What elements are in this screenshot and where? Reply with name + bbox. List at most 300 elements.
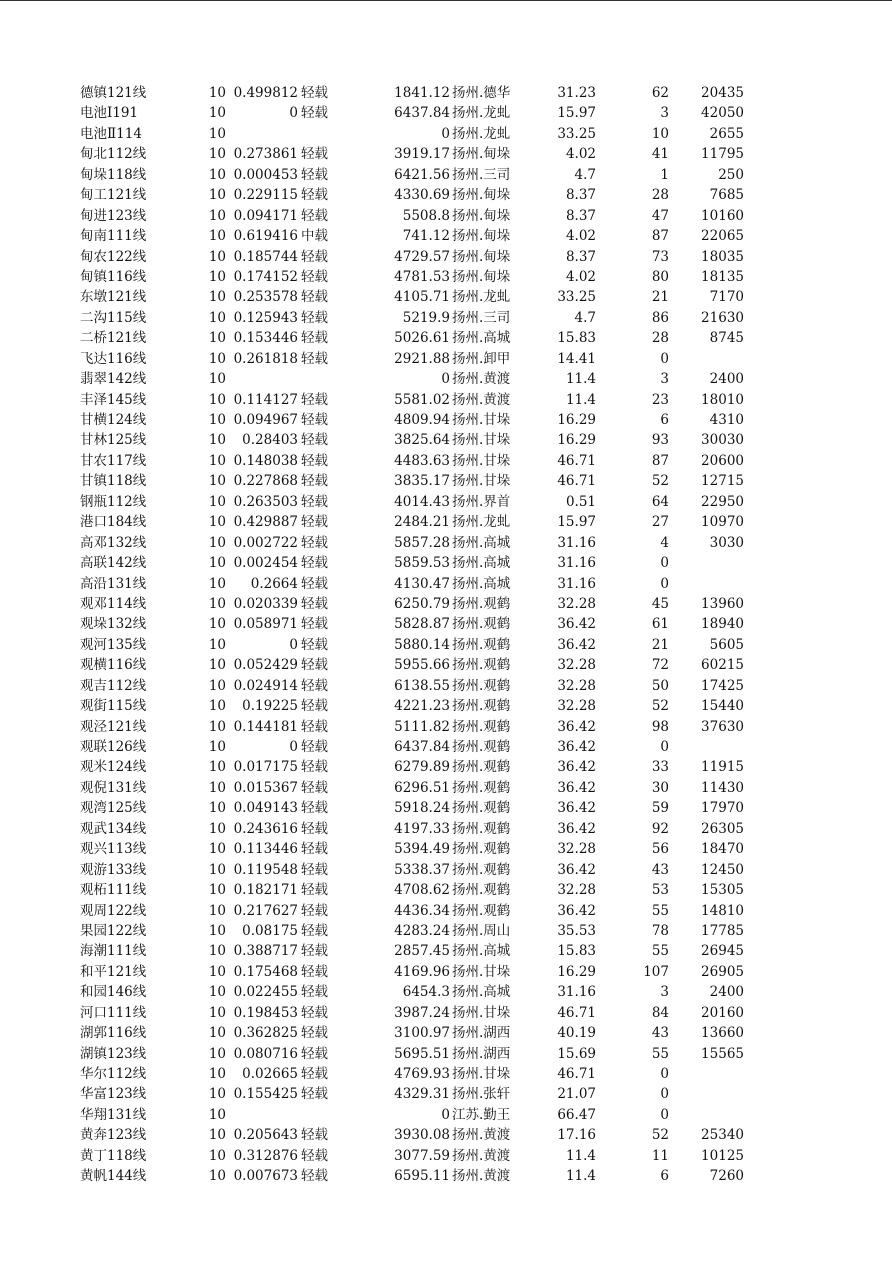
line-length-cell: 36.42	[557, 636, 596, 653]
line-name-cell: 甸工121线	[80, 187, 147, 204]
line-length-cell: 33.25	[557, 125, 596, 142]
line-name-cell: 甘横124线	[80, 412, 147, 428]
line-name-cell: 黄帆144线	[80, 1168, 147, 1185]
spare-capacity-cell: 5508.8	[402, 207, 450, 224]
spare-capacity-cell: 2484.21	[394, 514, 450, 531]
transformer-capacity-cell: 8745	[709, 330, 744, 347]
table-row	[0, 860, 892, 880]
line-name-cell: 电池Ⅱ114	[80, 125, 142, 142]
line-length-cell: 17.16	[557, 1127, 596, 1144]
line-name-cell: 观米124线	[80, 759, 147, 776]
line-length-cell: 16.29	[557, 412, 596, 428]
load-status-cell: 轻载	[301, 1147, 328, 1164]
load-rate-cell: 0.263503	[233, 493, 298, 510]
spare-capacity-cell: 6296.51	[394, 779, 450, 796]
load-status-cell: 轻载	[301, 452, 328, 469]
line-length-cell: 4.7	[574, 309, 596, 326]
spare-capacity-cell: 5581.02	[394, 391, 450, 408]
transformer-count-cell: 93	[651, 432, 669, 449]
voltage-kv-cell: 10	[208, 759, 226, 776]
transformer-capacity-cell: 14810	[701, 902, 744, 919]
transformer-capacity-cell: 25340	[701, 1127, 744, 1144]
load-status-cell: 轻载	[301, 248, 328, 265]
voltage-kv-cell: 10	[208, 473, 226, 490]
load-rate-cell: 0.119548	[233, 861, 298, 878]
line-length-cell: 11.4	[565, 1168, 596, 1185]
line-name-cell: 华尔112线	[80, 1066, 147, 1082]
transformer-capacity-cell: 10160	[701, 207, 744, 224]
spare-capacity-cell: 6138.55	[394, 677, 450, 694]
table-row	[0, 635, 892, 655]
load-rate-cell: 0	[289, 105, 298, 122]
load-status-cell: 轻载	[301, 1004, 328, 1021]
table-row	[0, 287, 892, 307]
voltage-kv-cell: 10	[208, 166, 226, 183]
substation-cell: 扬州.观鹤	[452, 657, 511, 674]
line-length-cell: 8.37	[565, 187, 596, 204]
line-name-cell: 和平121线	[80, 963, 147, 980]
transformer-count-cell: 6	[660, 1168, 669, 1185]
line-name-cell: 甘农117线	[80, 452, 147, 469]
load-rate-cell: 0.002722	[233, 534, 298, 551]
voltage-kv-cell: 10	[208, 963, 226, 980]
transformer-count-cell: 84	[651, 1004, 669, 1021]
transformer-count-cell: 45	[651, 595, 669, 612]
transformer-count-cell: 80	[651, 268, 669, 285]
line-name-cell: 东墩121线	[80, 289, 147, 306]
spare-capacity-cell: 6437.84	[394, 739, 450, 755]
load-rate-cell: 0.113446	[233, 841, 298, 858]
transformer-count-cell: 23	[651, 391, 669, 408]
spare-capacity-cell: 2857.45	[394, 943, 450, 960]
substation-cell: 扬州.龙虬	[452, 514, 511, 531]
transformer-count-cell: 41	[651, 146, 669, 163]
spare-capacity-cell: 3930.08	[394, 1127, 450, 1144]
substation-cell: 扬州.三司	[452, 309, 511, 326]
spare-capacity-cell: 4014.43	[394, 493, 450, 510]
substation-cell: 扬州.黄渡	[452, 1147, 511, 1164]
voltage-kv-cell: 10	[208, 1147, 226, 1164]
load-rate-cell: 0.243616	[233, 820, 298, 837]
line-name-cell: 高联142线	[80, 555, 147, 572]
transformer-capacity-cell: 37630	[701, 718, 744, 735]
transformer-capacity-cell: 10970	[701, 514, 744, 531]
voltage-kv-cell: 10	[208, 861, 226, 878]
transformer-capacity-cell: 42050	[701, 105, 744, 122]
line-length-cell: 8.37	[565, 248, 596, 265]
load-rate-cell: 0.022455	[233, 984, 298, 1001]
transformer-capacity-cell: 11795	[701, 146, 744, 163]
voltage-kv-cell: 10	[208, 85, 226, 101]
transformer-capacity-cell: 30030	[701, 432, 744, 449]
spare-capacity-cell: 5857.28	[394, 534, 450, 551]
load-status-cell: 轻载	[301, 514, 328, 531]
transformer-capacity-cell: 18470	[701, 841, 744, 858]
substation-cell: 扬州.高城	[452, 534, 511, 551]
substation-cell: 扬州.甸垛	[452, 146, 511, 163]
transformer-count-cell: 21	[651, 636, 669, 653]
substation-cell: 扬州.观鹤	[452, 595, 511, 612]
substation-cell: 扬州.观鹤	[452, 698, 511, 715]
spare-capacity-cell: 0	[441, 371, 450, 388]
load-status-cell: 轻载	[301, 1086, 328, 1103]
load-status-cell: 中载	[301, 228, 328, 245]
line-name-cell: 观倪131线	[80, 779, 147, 796]
spare-capacity-cell: 5219.9	[402, 309, 450, 326]
substation-cell: 扬州.高城	[452, 943, 511, 960]
table-row	[0, 1166, 892, 1186]
transformer-capacity-cell: 13660	[701, 1025, 744, 1042]
table-row	[0, 390, 892, 410]
line-name-cell: 二沟115线	[80, 309, 147, 326]
table-row	[0, 574, 892, 594]
load-rate-cell: 0.19225	[242, 698, 298, 715]
transformer-count-cell: 0	[660, 1086, 669, 1103]
line-name-cell: 果园122线	[80, 922, 147, 939]
load-status-cell: 轻载	[301, 432, 328, 449]
line-length-cell: 31.16	[557, 575, 596, 592]
load-rate-cell: 0.175468	[233, 963, 298, 980]
load-status-cell: 轻载	[301, 309, 328, 326]
line-name-cell: 观河135线	[80, 636, 147, 653]
load-rate-cell: 0.229115	[233, 187, 298, 204]
load-status-cell: 轻载	[301, 473, 328, 490]
line-name-cell: 观泾121线	[80, 718, 147, 735]
voltage-kv-cell: 10	[208, 698, 226, 715]
line-name-cell: 甸北112线	[80, 146, 147, 163]
table-row	[0, 492, 892, 512]
voltage-kv-cell: 10	[208, 289, 226, 306]
load-rate-cell: 0.007673	[233, 1168, 298, 1185]
line-name-cell: 观游133线	[80, 861, 147, 878]
substation-cell: 扬州.观鹤	[452, 861, 511, 878]
voltage-kv-cell: 10	[208, 841, 226, 858]
load-status-cell: 轻载	[301, 391, 328, 408]
load-status-cell: 轻载	[301, 718, 328, 735]
line-length-cell: 32.28	[557, 595, 596, 612]
load-status-cell: 轻载	[301, 759, 328, 776]
line-length-cell: 46.71	[557, 473, 596, 490]
line-name-cell: 观湾125线	[80, 800, 147, 817]
transformer-count-cell: 30	[651, 779, 669, 796]
substation-cell: 扬州.湖西	[452, 1025, 511, 1042]
line-length-cell: 36.42	[557, 800, 596, 817]
transformer-capacity-cell: 20600	[701, 452, 744, 469]
load-status-cell: 轻载	[301, 616, 328, 633]
load-rate-cell: 0.114127	[233, 391, 298, 408]
line-length-cell: 33.25	[557, 289, 596, 306]
voltage-kv-cell: 10	[208, 575, 226, 592]
substation-cell: 扬州.高城	[452, 330, 511, 347]
transformer-capacity-cell: 3030	[709, 534, 744, 551]
line-length-cell: 32.28	[557, 657, 596, 674]
transformer-count-cell: 47	[651, 207, 669, 224]
line-name-cell: 湖镇123线	[80, 1045, 147, 1062]
table-row	[0, 369, 892, 389]
spare-capacity-cell: 3100.97	[394, 1025, 450, 1042]
load-status-cell: 轻载	[301, 534, 328, 551]
transformer-capacity-cell: 12450	[701, 861, 744, 878]
transformer-count-cell: 43	[651, 861, 669, 878]
line-length-cell: 0.51	[565, 493, 596, 510]
transformer-count-cell: 52	[651, 473, 669, 490]
table-row	[0, 267, 892, 287]
spare-capacity-cell: 4729.57	[394, 248, 450, 265]
line-length-cell: 15.69	[557, 1045, 596, 1062]
table-row	[0, 962, 892, 982]
spare-capacity-cell: 741.12	[402, 228, 450, 245]
line-length-cell: 4.02	[565, 228, 596, 245]
load-rate-cell: 0.253578	[233, 289, 298, 306]
load-rate-cell: 0.198453	[233, 1004, 298, 1021]
substation-cell: 扬州.观鹤	[452, 820, 511, 837]
transformer-capacity-cell: 15565	[701, 1045, 744, 1062]
load-status-cell: 轻载	[301, 555, 328, 572]
line-length-cell: 31.23	[557, 85, 596, 101]
load-status-cell: 轻载	[301, 85, 328, 101]
load-rate-cell: 0.148038	[233, 452, 298, 469]
line-length-cell: 36.42	[557, 616, 596, 633]
load-rate-cell: 0.058971	[233, 616, 298, 633]
voltage-kv-cell: 10	[208, 922, 226, 939]
transformer-count-cell: 11	[651, 1147, 669, 1164]
spare-capacity-cell: 5880.14	[394, 636, 450, 653]
line-name-cell: 观联126线	[80, 739, 147, 755]
voltage-kv-cell: 10	[208, 1025, 226, 1042]
load-rate-cell: 0.094967	[233, 412, 298, 428]
line-length-cell: 36.42	[557, 718, 596, 735]
line-length-cell: 4.02	[565, 146, 596, 163]
table-row	[0, 757, 892, 777]
line-name-cell: 湖郭116线	[80, 1025, 147, 1042]
transformer-count-cell: 56	[651, 841, 669, 858]
line-length-cell: 16.29	[557, 432, 596, 449]
substation-cell: 扬州.黄渡	[452, 391, 511, 408]
spare-capacity-cell: 4130.47	[394, 575, 450, 592]
transformer-count-cell: 3	[660, 371, 669, 388]
transformer-count-cell: 55	[651, 1045, 669, 1062]
transformer-capacity-cell: 250	[718, 166, 744, 183]
spare-capacity-cell: 5859.53	[394, 555, 450, 572]
transformer-capacity-cell: 11915	[701, 759, 744, 776]
transformer-count-cell: 33	[651, 759, 669, 776]
transformer-count-cell: 53	[651, 882, 669, 899]
load-rate-cell: 0	[289, 636, 298, 653]
substation-cell: 扬州.龙虬	[452, 105, 511, 122]
voltage-kv-cell: 10	[208, 1086, 226, 1103]
line-name-cell: 高邓132线	[80, 534, 147, 551]
transformer-count-cell: 6	[660, 412, 669, 428]
table-row	[0, 103, 892, 123]
transformer-capacity-cell: 13960	[701, 595, 744, 612]
transformer-count-cell: 0	[660, 575, 669, 592]
line-name-cell: 观吉112线	[80, 677, 147, 694]
voltage-kv-cell: 10	[208, 1045, 226, 1062]
transformer-count-cell: 98	[651, 718, 669, 735]
spare-capacity-cell: 5828.87	[394, 616, 450, 633]
substation-cell: 扬州.甘垛	[452, 432, 511, 449]
line-length-cell: 32.28	[557, 677, 596, 694]
substation-cell: 扬州.观鹤	[452, 739, 511, 755]
substation-cell: 江苏.勤王	[452, 1106, 511, 1123]
load-rate-cell: 0.052429	[233, 657, 298, 674]
line-name-cell: 二桥121线	[80, 330, 147, 347]
voltage-kv-cell: 10	[208, 146, 226, 163]
transformer-count-cell: 3	[660, 105, 669, 122]
load-rate-cell: 0.362825	[233, 1025, 298, 1042]
load-rate-cell: 0.094171	[233, 207, 298, 224]
transformer-count-cell: 59	[651, 800, 669, 817]
substation-cell: 扬州.黄渡	[452, 1127, 511, 1144]
table-row	[0, 247, 892, 267]
line-length-cell: 46.71	[557, 1066, 596, 1082]
load-rate-cell: 0.020339	[233, 595, 298, 612]
voltage-kv-cell: 10	[208, 330, 226, 347]
line-length-cell: 35.53	[557, 922, 596, 939]
substation-cell: 扬州.甘垛	[452, 473, 511, 490]
transformer-capacity-cell: 60215	[701, 657, 744, 674]
line-name-cell: 观横116线	[80, 657, 147, 674]
line-length-cell: 40.19	[557, 1025, 596, 1042]
load-status-cell: 轻载	[301, 146, 328, 163]
transformer-count-cell: 27	[651, 514, 669, 531]
spare-capacity-cell: 4105.71	[394, 289, 450, 306]
transformer-count-cell: 3	[660, 984, 669, 1001]
spare-capacity-cell: 6421.56	[394, 166, 450, 183]
substation-cell: 扬州.黄渡	[452, 371, 511, 388]
load-status-cell: 轻载	[301, 820, 328, 837]
spare-capacity-cell: 2921.88	[394, 350, 450, 367]
table-row	[0, 1023, 892, 1043]
load-rate-cell: 0.388717	[233, 943, 298, 960]
line-name-cell: 黄奔123线	[80, 1127, 147, 1144]
load-rate-cell: 0.144181	[233, 718, 298, 735]
table-row	[0, 430, 892, 450]
transformer-capacity-cell: 20160	[701, 1004, 744, 1021]
spare-capacity-cell: 3919.17	[394, 146, 450, 163]
load-rate-cell: 0.153446	[233, 330, 298, 347]
spare-capacity-cell: 4221.23	[394, 698, 450, 715]
substation-cell: 扬州.观鹤	[452, 677, 511, 694]
table-row	[0, 451, 892, 471]
spare-capacity-cell: 3077.59	[394, 1147, 450, 1164]
transformer-count-cell: 55	[651, 943, 669, 960]
voltage-kv-cell: 10	[208, 555, 226, 572]
substation-cell: 扬州.观鹤	[452, 636, 511, 653]
load-status-cell: 轻载	[301, 330, 328, 347]
table-row	[0, 880, 892, 900]
load-rate-cell: 0.174152	[233, 268, 298, 285]
transformer-capacity-cell: 22065	[701, 228, 744, 245]
voltage-kv-cell: 10	[208, 636, 226, 653]
spare-capacity-cell: 5111.82	[394, 718, 450, 735]
line-name-cell: 和园146线	[80, 984, 147, 1001]
substation-cell: 扬州.黄渡	[452, 1168, 511, 1185]
transformer-count-cell: 61	[651, 616, 669, 633]
load-status-cell: 轻载	[301, 963, 328, 980]
line-length-cell: 32.28	[557, 698, 596, 715]
load-status-cell: 轻载	[301, 677, 328, 694]
line-length-cell: 4.02	[565, 268, 596, 285]
substation-cell: 扬州.湖西	[452, 1045, 511, 1062]
voltage-kv-cell: 10	[208, 1127, 226, 1144]
transformer-count-cell: 87	[651, 228, 669, 245]
load-rate-cell: 0.125943	[233, 309, 298, 326]
transformer-count-cell: 1	[660, 166, 669, 183]
transformer-capacity-cell: 20435	[701, 85, 744, 101]
table-row	[0, 83, 892, 103]
substation-cell: 扬州.高城	[452, 984, 511, 1001]
substation-cell: 扬州.观鹤	[452, 759, 511, 776]
voltage-kv-cell: 10	[208, 412, 226, 428]
load-status-cell: 轻载	[301, 289, 328, 306]
spare-capacity-cell: 5695.51	[394, 1045, 450, 1062]
load-rate-cell: 0.02665	[242, 1066, 298, 1082]
substation-cell: 扬州.观鹤	[452, 841, 511, 858]
transformer-count-cell: 28	[651, 330, 669, 347]
transformer-count-cell: 78	[651, 922, 669, 939]
voltage-kv-cell: 10	[208, 657, 226, 674]
table-row	[0, 1084, 892, 1104]
spare-capacity-cell: 4809.94	[394, 412, 450, 428]
transformer-capacity-cell: 2400	[709, 984, 744, 1001]
voltage-kv-cell: 10	[208, 452, 226, 469]
transformer-capacity-cell: 7260	[709, 1168, 744, 1185]
spare-capacity-cell: 0	[441, 125, 450, 142]
spare-capacity-cell: 4329.31	[394, 1086, 450, 1103]
spare-capacity-cell: 4483.63	[394, 452, 450, 469]
line-length-cell: 15.97	[557, 514, 596, 531]
spare-capacity-cell: 6454.3	[402, 984, 450, 1001]
substation-cell: 扬州.甸垛	[452, 268, 511, 285]
spare-capacity-cell: 5918.24	[394, 800, 450, 817]
line-name-cell: 观邓114线	[80, 595, 147, 612]
table-row	[0, 839, 892, 859]
line-name-cell: 甸农122线	[80, 248, 147, 265]
voltage-kv-cell: 10	[208, 677, 226, 694]
load-rate-cell: 0.024914	[233, 677, 298, 694]
spare-capacity-cell: 6595.11	[394, 1168, 450, 1185]
table-row	[0, 1044, 892, 1064]
table-row	[0, 676, 892, 696]
voltage-kv-cell: 10	[208, 739, 226, 755]
substation-cell: 扬州.观鹤	[452, 718, 511, 735]
load-status-cell: 轻载	[301, 902, 328, 919]
line-length-cell: 36.42	[557, 861, 596, 878]
line-name-cell: 丰泽145线	[80, 391, 147, 408]
load-status-cell: 轻载	[301, 105, 328, 122]
load-status-cell: 轻载	[301, 779, 328, 796]
sheet-top-border	[0, 0, 892, 1]
load-rate-cell: 0.000453	[233, 166, 298, 183]
transformer-count-cell: 64	[651, 493, 669, 510]
spare-capacity-cell: 5338.37	[394, 861, 450, 878]
voltage-kv-cell: 10	[208, 391, 226, 408]
line-length-cell: 8.37	[565, 207, 596, 224]
load-rate-cell: 0.619416	[233, 228, 298, 245]
transformer-count-cell: 86	[651, 309, 669, 326]
spare-capacity-cell: 3987.24	[394, 1004, 450, 1021]
table-row	[0, 1125, 892, 1145]
load-rate-cell: 0.2664	[250, 575, 298, 592]
voltage-kv-cell: 10	[208, 943, 226, 960]
spare-capacity-cell: 4197.33	[394, 820, 450, 837]
transformer-count-cell: 52	[651, 698, 669, 715]
voltage-kv-cell: 10	[208, 350, 226, 367]
transformer-capacity-cell: 5605	[709, 636, 744, 653]
substation-cell: 扬州.甘垛	[452, 412, 511, 428]
transformer-count-cell: 72	[651, 657, 669, 674]
